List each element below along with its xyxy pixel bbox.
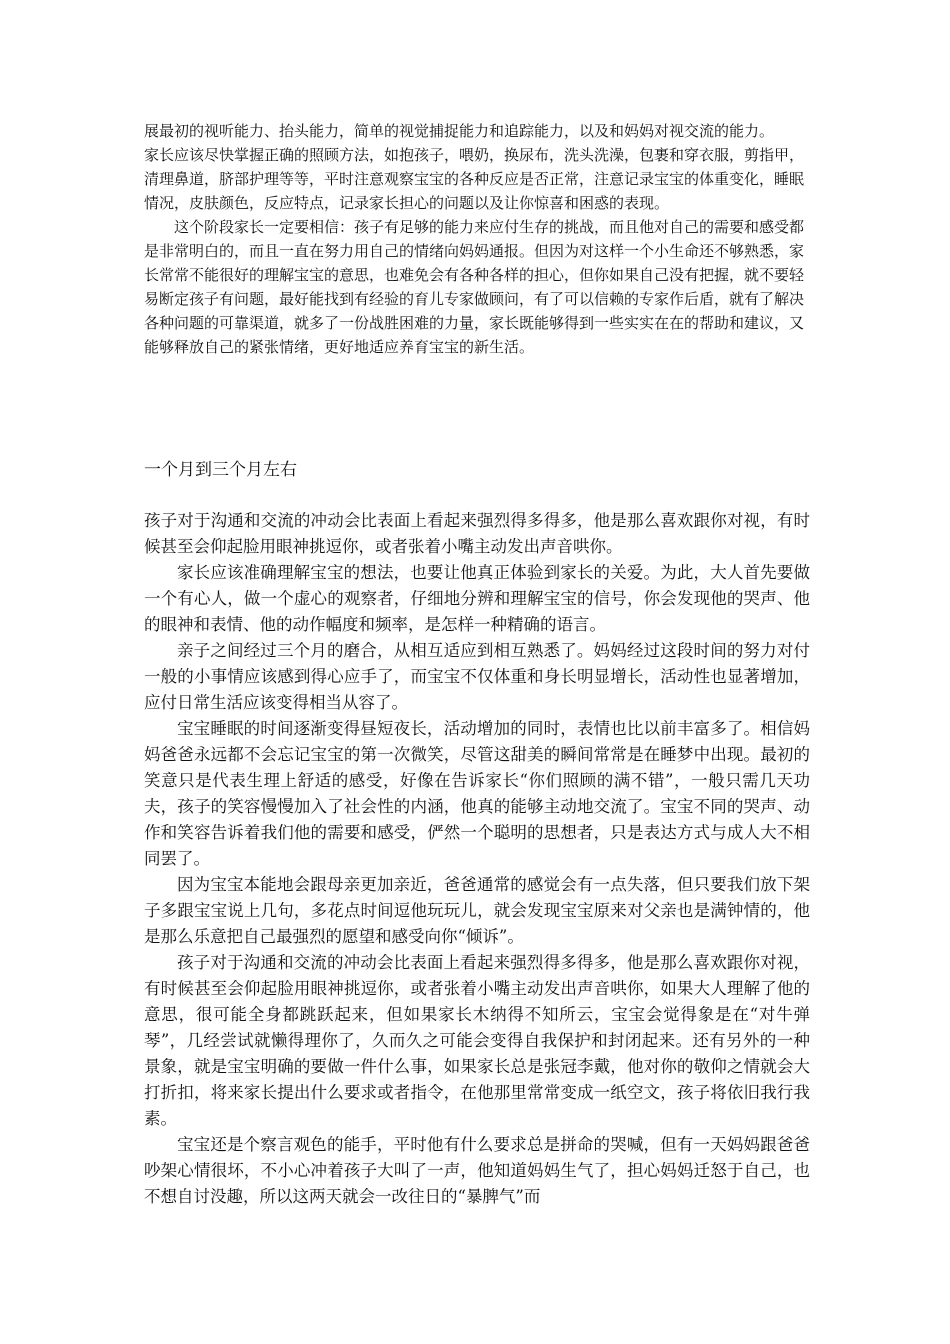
paragraph: 展最初的视听能力、抬头能力，简单的视觉捕捉能力和追踪能力，以及和妈妈对视交流的能力。 bbox=[144, 122, 775, 140]
paragraph: 这个阶段家长一定要相信：孩子有足够的能力来应付生存的挑战，而且他对自己的需要和感受都是非常明白的，而且一直在努力用自己的情绪向妈妈通报。但因为对这样一个小生命还不够熟悉，家长常常不能很好的理解宝宝的意思，也难免会有各种各样的担心，但你如果自己没有把握，就不要轻易断定孩子有问题，最好能找到有经验的育儿专家做顾问，有了可以信赖的专家作后盾，就有了解决各种问题的可靠渠道，就多了一份战胜困难的力量，家长既能够得到一些实实在在的帮助和建议，又能够释放自己的紧张情绪，更好地适应养育宝宝的新生活。 bbox=[144, 218, 805, 356]
paragraph: 家长应该准确理解宝宝的想法，也要让他真正体验到家长的关爱。为此，大人首先要做一个有心人，做一个虚心的观察者，仔细地分辨和理解宝宝的信号，你会发现他的哭声、他的眼神和表情、他的动作幅度和频率，是怎样一种精确的语言。 bbox=[144, 563, 810, 634]
paragraph: 宝宝睡眠的时间逐渐变得昼短夜长，活动增加的同时，表情也比以前丰富多了。相信妈妈爸爸永远都不会忘记宝宝的第一次微笑，尽管这甜美的瞬间常常是在睡梦中出现。最初的笑意只是代表生理上舒适的感受，好像在告诉家长“你们照顾的满不错”，一般只需几天功夫，孩子的笑容慢慢加入了社会性的内涵，他真的能够主动地交流了。宝宝不同的哭声、动作和笑容告诉着我们他的需要和感受，俨然一个聪明的思想者，只是表达方式与成人大不相同罢了。 bbox=[144, 719, 810, 868]
paragraph: 孩子对于沟通和交流的冲动会比表面上看起来强烈得多得多，他是那么喜欢跟你对视，有时候甚至会仰起脸用眼神挑逗你，或者张着小嘴主动发出声音哄你。 bbox=[144, 511, 810, 556]
paragraph: 孩子对于沟通和交流的冲动会比表面上看起来强烈得多得多，他是那么喜欢跟你对视，有时候甚至会仰起脸用眼神挑逗你，或者张着小嘴主动发出声音哄你，如果大人理解了他的意思，很可能全身都跳跃起来，但如果家长木纳得不知所云，宝宝会觉得象是在“对牛弹琴”，几经尝试就懒得理你了，久而久之可能会变得自我保护和封闭起来。还有另外的一种景象，就是宝宝明确的要做一件什么事，如果家长总是张冠李戴，他对你的敬仰之情就会大打折扣，将来家长提出什么要求或者指令，在他那里常常变成一纸空文，孩子将依旧我行我素。 bbox=[144, 953, 810, 1128]
paragraph: 亲子之间经过三个月的磨合，从相互适应到相互熟悉了。妈妈经过这段时间的努力对付一般的小事情应该感到得心应手了，而宝宝不仅体重和身长明显增长，活动性也显著增加，应付日常生活应该变得相当从容了。 bbox=[144, 641, 810, 712]
section-one-to-three-months bbox=[144, 508, 810, 1210]
section-intro bbox=[144, 119, 810, 359]
paragraph: 家长应该尽快掌握正确的照顾方法，如抱孩子，喂奶，换尿布，洗头洗澡，包裹和穿衣服，剪指甲，清理鼻道，脐部护理等等，平时注意观察宝宝的各种反应是否正常，注意记录宝宝的体重变化，睡眠情况，皮肤颜色，反应特点，记录家长担心的问题以及让你惊喜和困惑的表现。 bbox=[144, 146, 805, 212]
section-heading: 一个月到三个月左右 bbox=[144, 460, 297, 480]
paragraph: 因为宝宝本能地会跟母亲更加亲近，爸爸通常的感觉会有一点失落，但只要我们放下架子多跟宝宝说上几句，多花点时间逗他玩玩儿，就会发现宝宝原来对父亲也是满钟情的，他是那么乐意把自己最强烈的愿望和感受向你“倾诉”。 bbox=[144, 875, 810, 946]
paragraph: 宝宝还是个察言观色的能手，平时他有什么要求总是拼命的哭喊，但有一天妈妈跟爸爸吵架心情很坏，不小心冲着孩子大叫了一声，他知道妈妈生气了，担心妈妈迁怒于自己，也不想自讨没趣，所以这两天就会一改往日的“暴脾气”而 bbox=[144, 1135, 810, 1206]
